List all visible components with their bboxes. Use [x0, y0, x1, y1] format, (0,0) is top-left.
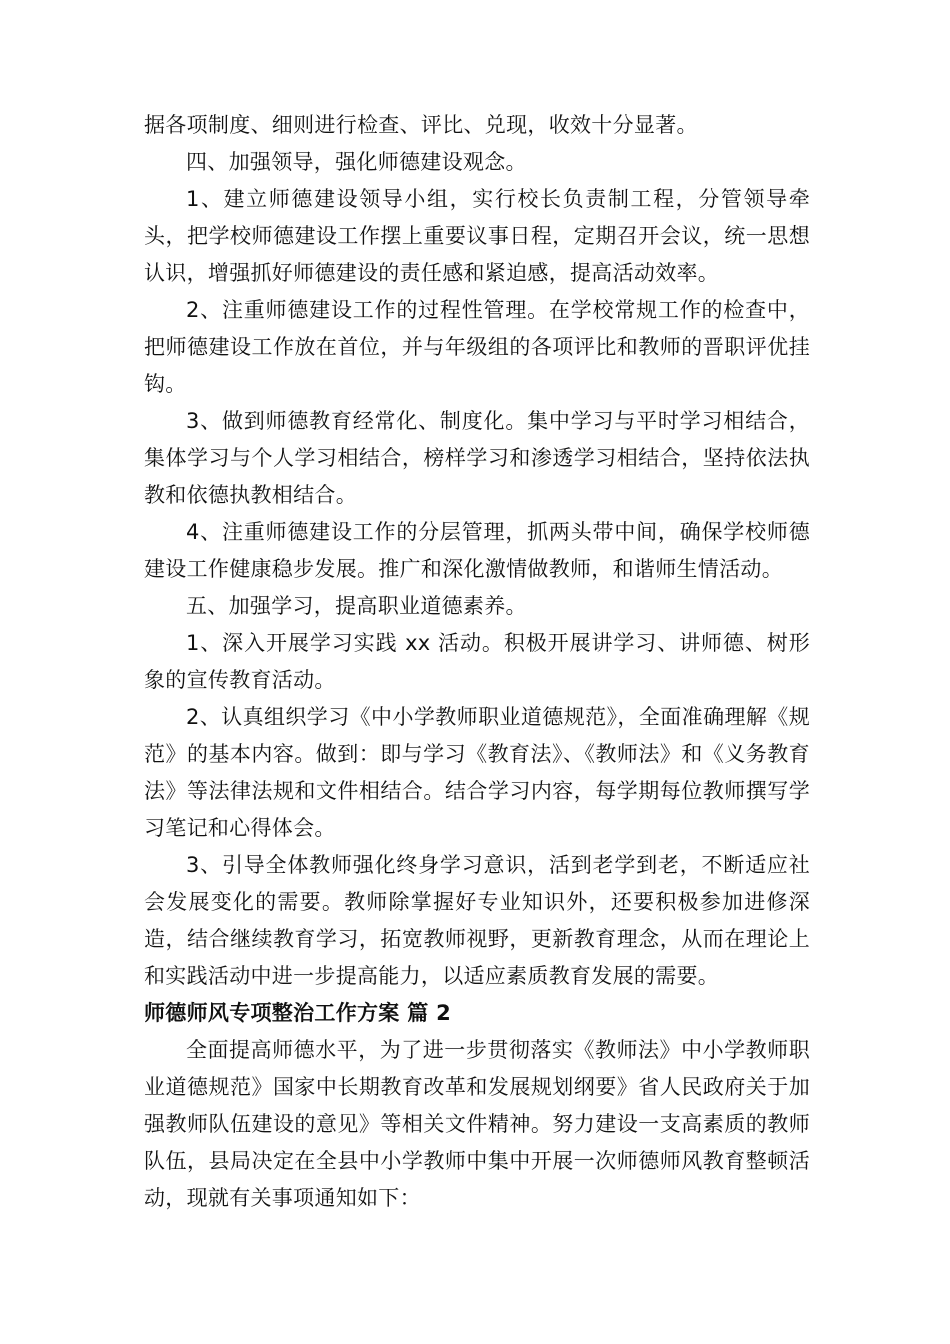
paragraph-continuation: 据各项制度、细则进行检查、评比、兑现，收效十分显著。	[144, 113, 698, 137]
paragraph-item: 3、引导全体教师强化终身学习意识，活到老学到老，不断适应社会发展变化的需要。教师除掌握好专业知识外，还要积极参加进修深造，结合继续教育学习，拓宽教师视野，更新教育理念，从而在理论上和实践活动中进一步提高能力，以适应素质教育发展的需要。	[144, 853, 810, 988]
paragraph-item: 2、注重师德建设工作的过程性管理。在学校常规工作的检查中，把师德建设工作放在首位，并与年级组的各项评比和教师的晋职评优挂钩。	[144, 298, 810, 396]
paragraph-item: 2、认真组织学习《中小学教师职业道德规范》，全面准确理解《规范》的基本内容。做到：即与学习《教育法》、《教师法》和《义务教育法》等法律法规和文件相结合。结合学习内容，每学期每位教师撰写学习笔记和心得体会。	[144, 705, 810, 840]
section-five-title: 五、加强学习，提高职业道德素养。	[186, 594, 527, 618]
paragraph-item: 1、建立师德建设领导小组，实行校长负责制工程，分管领导牵头，把学校师德建设工作摆上重要议事日程，定期召开会议，统一思想认识，增强抓好师德建设的责任感和紧迫感，提高活动效率。	[144, 187, 810, 285]
section-four-title: 四、加强领导，强化师德建设观念。	[186, 150, 527, 174]
paragraph-item: 1、深入开展学习实践 xx 活动。积极开展讲学习、讲师德、树形象的宣传教育活动。	[144, 631, 810, 692]
section-heading: 师德师风专项整治工作方案 篇 2	[144, 1001, 452, 1025]
paragraph-item: 4、注重师德建设工作的分层管理，抓两头带中间，确保学校师德建设工作健康稳步发展。推广和深化激情做教师，和谐师生情活动。	[144, 520, 810, 581]
document-body	[144, 107, 810, 1217]
paragraph-intro: 全面提高师德水平，为了进一步贯彻落实《教师法》中小学教师职业道德规范》国家中长期教育改革和发展规划纲要》省人民政府关于加强教师队伍建设的意见》等相关文件精神。努力建设一支高素质的教师队伍，县局决定在全县中小学教师中集中开展一次师德师风教育整顿活动，现就有关事项通知如下：	[144, 1038, 810, 1210]
paragraph-item: 3、做到师德教育经常化、制度化。集中学习与平时学习相结合，集体学习与个人学习相结合，榜样学习和渗透学习相结合，坚持依法执教和依德执教相结合。	[144, 409, 810, 507]
